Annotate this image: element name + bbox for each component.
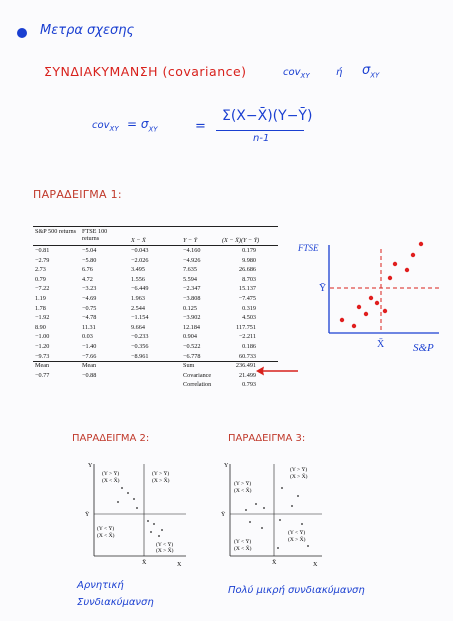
table-cell: 2.544 [131,304,145,312]
table-cell: −2.79 [35,256,50,264]
scatter-points [117,487,163,537]
table-cell: −1.154 [131,314,149,322]
table-cell: 1.78 [35,304,46,312]
quadrant-label: (Y < Ȳ) [288,530,306,536]
covariance-notation-b: $\sigma_{XY}$ [362,63,380,80]
table-cell: −2.347 [183,285,201,293]
data-point [127,492,129,494]
table-cell: 0.904 [183,333,197,341]
data-point [133,498,135,500]
data-point [249,521,251,523]
table-cell: Covariance [183,371,212,379]
table-cell: 8.703 [242,275,256,283]
table-cell: 11.31 [82,323,96,331]
ybar-label: Ȳ [85,512,90,518]
formula-lhs: cov$_{XY}$ [92,120,119,133]
table-cell: 2.73 [35,266,46,274]
quadrant-label: (X > X̄) [156,548,174,554]
table-cell: −4.78 [82,314,97,322]
table-cell: 0.125 [183,304,197,312]
table-cell: −1.40 [82,342,97,350]
formula-fraction-bar [216,130,304,131]
data-point [158,535,160,537]
quadrant-label: (X > X̄) [288,537,306,543]
table-header-sp500: S&P 500 returns [35,228,77,235]
plot-xlabel: S&P [413,342,434,354]
table-cell: −1.00 [35,333,50,341]
table-header-prod: (X − X̄)(Y − Ȳ) [222,237,260,244]
data-point [153,523,155,525]
table-cell: −4.69 [82,294,97,302]
formula-sigma: = $\sigma_{XY}$ [127,117,158,134]
xbar-label: X̄ [142,560,147,566]
ybar-label: Ȳ [221,512,226,518]
table-cell: −3.23 [82,285,97,293]
table-cell: −0.233 [131,333,149,341]
quadrant-label: (Y < Ȳ) [156,542,174,548]
table-cell: −1.20 [35,342,50,350]
data-point [255,503,257,505]
table-cell: 9.980 [242,256,256,264]
table-header-ftse: FTSE 100 returns [82,228,108,243]
table-cell: −0.88 [82,371,97,379]
data-point [263,507,265,509]
covariance-notation-or: ή [336,67,343,78]
table-col-dy [183,246,211,390]
table-cell: 236.491 [235,362,256,370]
data-point [411,253,415,257]
table-cell: −7.22 [35,285,50,293]
table-cell: 21.499 [238,371,256,379]
example1-title: ΠΑΡΑΔΕΙΓΜΑ 1: [33,188,122,201]
data-point [291,505,293,507]
data-point [369,296,373,300]
plot-xbar: X̄ [377,339,385,350]
quadrant-label: (X < X̄) [102,478,120,484]
table-cell: −0.81 [35,247,50,254]
table-cell: Mean [35,362,50,370]
table-cell: −0.75 [82,304,97,312]
table-cell: 12.184 [183,323,201,331]
data-point [147,520,149,522]
quadrant-label: (X > X̄) [290,474,308,480]
quadrant-label: (X < X̄) [234,488,252,494]
table-cell: −0.77 [35,371,50,379]
covariance-heading: ΣΥΝΔΙΑΚΥΜΑΝΣΗ (covariance) [44,64,247,79]
section-title: Μετρα σχεσης [40,23,135,38]
table-cell: 0.186 [242,342,256,350]
axis-x-label: X [313,562,318,568]
table-cell: −6.449 [131,285,149,293]
example2-caption-2: Συνδιακύμανση [77,597,154,608]
data-point [393,262,397,266]
table-cell: 0.179 [242,247,256,254]
data-point [279,519,281,521]
table-header-dx: X − X̄ [131,237,146,244]
quadrant-label: (Y < Ȳ) [97,526,115,532]
plot-ylabel: FTSE [298,243,319,253]
table-cell: −2.026 [131,256,149,264]
example3-quadrants [218,458,330,570]
table-cell: −5.80 [82,256,97,264]
table-col-dx [131,246,148,361]
table-cell: −0.522 [183,342,201,350]
axis-y-label: Y [224,463,229,469]
table-cell: Mean [82,362,97,370]
table-cell: −3.808 [183,294,201,302]
table-cell: 15.137 [238,285,256,293]
table-bottom-rule [33,361,278,362]
xbar-label: X̄ [272,560,277,566]
table-cell: −9.73 [35,352,50,360]
data-point [161,529,163,531]
table-cell: 60.733 [238,352,256,360]
table-cell: Correlation [183,381,212,389]
example2-title: ΠΑΡΑΔΕΙΓΜΑ 2: [72,433,150,444]
data-point [136,507,138,509]
table-cell: 0.03 [82,333,93,341]
table-cell: 4.503 [242,314,256,322]
axis-y-label: Y [88,463,93,469]
table-cell: −0.356 [131,342,149,350]
quadrant-label: (Y < Ȳ) [234,539,252,545]
covariance-arrow [254,364,302,378]
table-top-rule [33,226,278,227]
data-point [364,312,368,316]
example3-caption: Πολύ μικρή συνδιακύμανση [228,585,365,596]
data-point [352,324,356,328]
example3-title: ΠΑΡΑΔΕΙΓΜΑ 3: [228,433,306,444]
data-point [419,242,423,246]
data-point [297,495,299,497]
data-point [245,509,247,511]
axis-x-label: X [177,562,182,568]
table-header-dy: Y − Ȳ [183,237,198,244]
quadrant-label: (X > X̄) [152,478,170,484]
table-cell: −3.902 [183,314,201,322]
table-cell: 26.686 [238,266,256,274]
table-cell: −0.043 [131,247,149,254]
table-cell: 0.319 [242,304,256,312]
formula-numerator: Σ(X−X̄)(Y−Ȳ) [222,108,313,124]
quadrant-label: (Y > Ȳ) [102,471,120,477]
covariance-notation-a: cov$_{XY}$ [283,67,310,80]
data-point [150,531,152,533]
table-cell: 7.635 [183,266,197,274]
data-point [121,487,123,489]
table-cell: 0.79 [35,275,46,283]
bullet-dot [17,28,27,38]
table-cell: −2.211 [238,333,256,341]
table-cell: −7.66 [82,352,97,360]
table-cell: 9.664 [131,323,145,331]
data-point [383,309,387,313]
example1-scatter [297,237,447,357]
quadrant-label: (Y > Ȳ) [290,467,308,473]
table-cell: −4.926 [183,256,201,264]
table-cell: 117.751 [236,323,256,331]
table-col-prod [236,246,256,390]
table-cell: 8.90 [35,323,46,331]
data-point [277,547,279,549]
table-cell: −1.92 [35,314,50,322]
table-cell: 4.72 [82,275,93,283]
table-cell: −6.778 [183,352,201,360]
plot-ybar: Ȳ [319,283,327,294]
table-cell: 3.495 [131,266,145,274]
table-cell: −8.961 [131,352,149,360]
data-point [307,545,309,547]
table-cell: −4.160 [183,247,201,254]
data-point [375,301,379,305]
quadrant-label: (X < X̄) [97,533,115,539]
data-point [405,268,409,272]
data-point [340,318,344,322]
quadrant-label: (Y > Ȳ) [234,481,252,487]
table-cell: 6.76 [82,266,93,274]
table-cell: 1.963 [131,294,145,302]
example2-caption-1: Αρνητική [77,580,124,591]
table-cell: −5.04 [82,247,97,254]
data-point [388,276,392,280]
table-cell: 1.556 [131,275,145,283]
table-cell: 0.793 [242,381,256,389]
data-point [117,501,119,503]
formula-equals: = [195,119,206,134]
quadrant-label: (Y > Ȳ) [152,471,170,477]
table-cell: −7.475 [238,294,256,302]
formula-denominator: n-1 [253,133,270,144]
table-cell: Sum [183,362,195,370]
data-point [301,523,303,525]
example2-quadrants [82,458,194,570]
data-point [357,305,361,309]
quadrant-label: (X < X̄) [234,546,252,552]
table-cell: 5.594 [183,275,197,283]
table-cell: 1.19 [35,294,46,302]
data-point [261,527,263,529]
data-point [281,487,283,489]
